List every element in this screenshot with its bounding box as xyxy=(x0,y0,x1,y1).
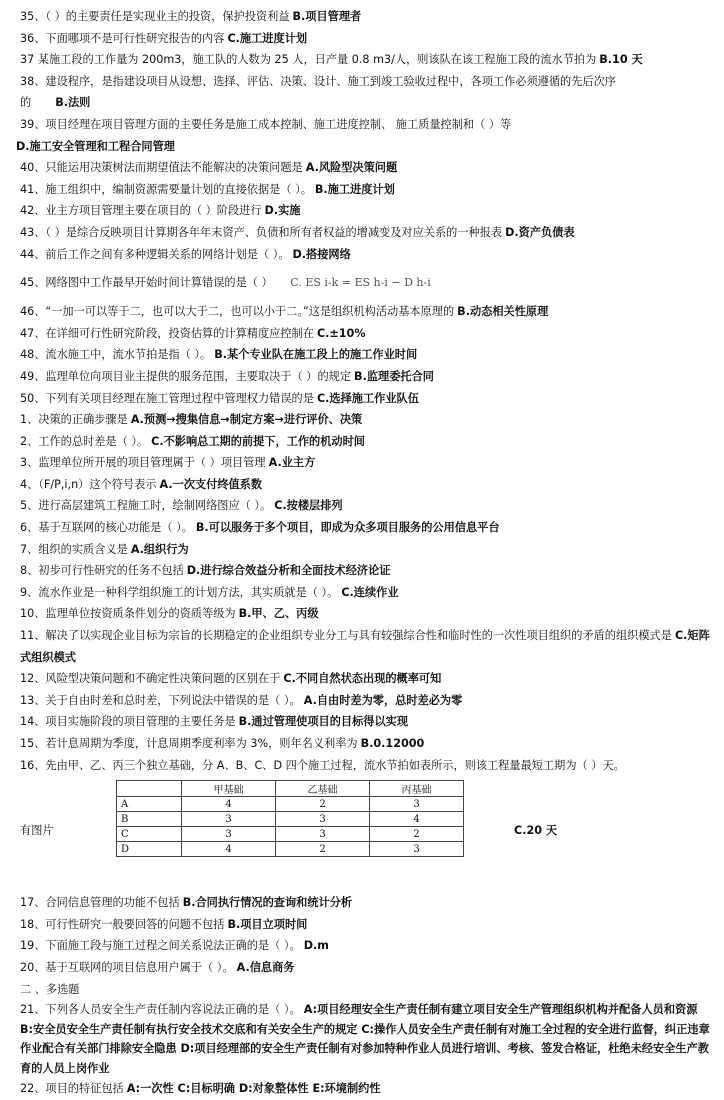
answer-text: C.施工进度计划 xyxy=(227,31,308,45)
table-cell: 4 xyxy=(182,842,276,857)
table-cell: 2 xyxy=(370,827,464,842)
question-line xyxy=(20,409,710,431)
question-text: 39、项目经理在项目管理方面的主要任务是施工成本控制、施工进度控制、 施工质量控制和（ ）等 xyxy=(20,117,512,131)
question-line xyxy=(20,323,710,345)
answer-text: D.搭接网络 xyxy=(292,247,351,261)
question-text: 1、决策的正确步骤是 xyxy=(20,413,128,427)
table-cell: 4 xyxy=(182,797,276,812)
answer-text: B.可以服务于多个项目，即成为众多项目服务的公用信息平台 xyxy=(195,521,500,535)
question-text: 2、工作的总时差是（ ）。 xyxy=(20,434,149,448)
answer-text: A:一次性 C:目标明确 D:对象整体性 E:环境制约性 xyxy=(126,1082,381,1096)
question-line xyxy=(20,6,710,28)
question-text: 20、基于互联网的项目信息用户属于（ ）。 xyxy=(20,960,234,974)
answer-text: A.组织行为 xyxy=(130,542,189,556)
question-line xyxy=(20,28,710,50)
question-16-table-block xyxy=(20,776,710,892)
question-text: 47、在详细可行性研究阶段，投资估算的计算精度应控制在 xyxy=(20,326,314,340)
answer-text: D.进行综合效益分析和全面技术经济论证 xyxy=(186,564,391,578)
question-text: 12、风险型决策问题和不确定性决策问题的区别在于 xyxy=(20,672,281,686)
table-cell: 3 xyxy=(276,827,370,842)
question-text: 45、网络图中工作最早开始时间计算错误的是（ ） xyxy=(20,276,273,290)
table-cell: 2 xyxy=(276,797,370,812)
answer-text: B.甲、乙、丙级 xyxy=(238,607,319,621)
question-line xyxy=(20,560,710,582)
question-line xyxy=(20,388,710,410)
answer-text: A.预测→搜集信息→制定方案→进行评价、决策 xyxy=(130,413,363,427)
table-header-cell: 丙基础 xyxy=(370,781,464,797)
answer-text: C.矩阵式组织模式 xyxy=(20,629,710,664)
table-row xyxy=(117,797,464,812)
answer-text: A.自由时差为零，总时差必为零 xyxy=(303,693,463,707)
question-text: 18、可行性研究一般要回答的问题不包括 xyxy=(20,917,225,931)
question-text: 35、（ ）的主要责任是实现业主的投资，保护投资利益 xyxy=(20,10,290,23)
formula-image-text: C. ES i-k = ES h-i − D h-i xyxy=(290,276,431,290)
question-line xyxy=(20,200,710,222)
question-text: 9、流水作业是一种科学组织施工的计划方法，其实质就是（ ）。 xyxy=(20,585,339,599)
table-cell: 4 xyxy=(370,812,464,827)
question-text: 21、下列各人员安全生产责任制内容说法正确的是（ ）。 xyxy=(20,1003,301,1017)
table-row xyxy=(117,827,464,842)
question-line xyxy=(20,755,710,777)
question-text: 42、业主方项目管理主要在项目的（ ）阶段进行 xyxy=(20,204,262,218)
question-text: 10、监理单位按资质条件划分的资质等级为 xyxy=(20,607,236,621)
question-text: 6、基于互联网的核心功能是（ ）。 xyxy=(20,521,193,535)
question-text: 15、若计息周期为季度，计息周期季度利率为 3%，则年名义利率为 xyxy=(20,737,358,750)
table-cell: 3 xyxy=(370,842,464,857)
answer-text: D.资产负债表 xyxy=(505,225,575,239)
table-cell: 3 xyxy=(370,797,464,812)
question-group-d xyxy=(20,668,710,776)
question-39-line2 xyxy=(16,136,710,158)
question-text: 40、只能运用决策树法而期望值法不能解决的决策问题是 xyxy=(20,161,303,175)
question-text: 37 某施工段的工作量为 200m3，施工队的人数为 25 人，日产量 0.8 m3/人，则该队在该工程施工段的流水节拍为 xyxy=(20,53,597,67)
table-header-cell: 甲基础 xyxy=(182,781,276,797)
question-line xyxy=(20,431,710,453)
question-line xyxy=(20,366,710,388)
question-line xyxy=(20,179,710,201)
question-text: 41、施工组织中，编制资源需要量计划的直接依据是（ ）。 xyxy=(20,182,312,196)
question-38-line1 xyxy=(20,71,710,93)
answer-text: B.项目管理者 xyxy=(292,10,362,23)
question-line xyxy=(20,539,710,561)
question-group-b xyxy=(20,157,710,265)
flow-beat-table xyxy=(116,780,464,857)
question-line xyxy=(20,668,710,690)
answer-text: A.一次支付终值系数 xyxy=(159,477,263,491)
table-row xyxy=(117,842,464,857)
question-text: 二 、多选题 xyxy=(20,982,80,996)
table-cell: B xyxy=(117,812,182,827)
answer-text: C.不同自然状态出现的概率可知 xyxy=(283,672,442,686)
question-line xyxy=(20,222,710,244)
question-21 xyxy=(20,1000,710,1078)
question-text: 14、项目实施阶段的项目管理的主要任务是 xyxy=(20,715,236,729)
question-39-line1 xyxy=(20,114,710,136)
table-row xyxy=(117,812,464,827)
answer-text: B.法则 xyxy=(55,96,91,110)
answer-text: A:项目经理安全生产责任制有建立项目安全生产管理组织机构并配备人员和资源 B:安全员安全生产责任制有执行安全技术交底和有关安全生产的规定 C:操作人员安全生产责任制有对施工全过程的安全进行监督，纠正违章作业配合有关部门排除安全隐患 D:项目经理部的安全生产责任制有对参加特种作业人员进行培训、考核、签发合格证，杜绝未经安全生产教育的人员上岗作业 xyxy=(20,1003,710,1075)
table-header-row xyxy=(117,781,464,797)
question-22 xyxy=(20,1078,710,1100)
question-line xyxy=(20,301,710,323)
question-line xyxy=(20,474,710,496)
answer-text: C.按楼层排列 xyxy=(274,499,343,513)
answer-text: C.20 天 xyxy=(514,824,558,838)
image-placeholder-label: 有图片 xyxy=(20,824,54,838)
question-text: 48、流水施工中，流水节拍是指（ ）。 xyxy=(20,348,212,362)
answer-text: B.某个专业队在施工段上的施工作业时间 xyxy=(214,348,418,362)
question-38-line2 xyxy=(20,92,710,114)
question-text: 5、进行高层建筑工程施工时，绘制网络图应（ ）。 xyxy=(20,499,272,513)
table-cell: 3 xyxy=(276,812,370,827)
question-line xyxy=(20,517,710,539)
table-header-cell: 乙基础 xyxy=(276,781,370,797)
table-header-cell xyxy=(117,781,182,797)
question-line xyxy=(20,892,710,914)
question-text: 44、前后工作之间有多种逻辑关系的网络计划是（ ）。 xyxy=(20,247,290,261)
question-group-e xyxy=(20,892,710,1000)
table-cell: 3 xyxy=(182,827,276,842)
table-cell: 2 xyxy=(276,842,370,857)
question-line xyxy=(20,582,710,604)
question-text: 38、建设程序，是指建设项目从设想、选择、评估、决策、设计、施工到竣工验收过程中，各项工作必须遵循的先后次序 xyxy=(20,74,616,88)
answer-text: C.±10% xyxy=(316,326,366,340)
question-line xyxy=(20,733,710,755)
answer-text: B.施工进度计划 xyxy=(314,182,395,196)
answer-text: B.合同执行情况的查询和统计分析 xyxy=(182,896,353,910)
answer-text: C.连续作业 xyxy=(341,585,399,599)
answer-text: A.风险型决策问题 xyxy=(305,161,398,175)
question-text: 3、监理单位所开展的项目管理属于（ ）项目管理 xyxy=(20,456,266,470)
question-line xyxy=(20,344,710,366)
question-text: 50、下列有关项目经理在施工管理过程中管理权力错误的是 xyxy=(20,391,314,405)
question-line xyxy=(20,495,710,517)
table-cell: C xyxy=(117,827,182,842)
question-line xyxy=(20,914,710,936)
answer-text: C.不影响总工期的前提下，工作的机动时间 xyxy=(151,434,365,448)
table-cell: A xyxy=(117,797,182,812)
table-body xyxy=(117,797,464,857)
question-text: 19、下面施工段与施工过程之间关系说法正确的是（ ）。 xyxy=(20,939,301,953)
question-line xyxy=(20,49,710,71)
table-cell: 3 xyxy=(182,812,276,827)
question-text: 11、解决了以实现企业目标为宗旨的长期稳定的企业组织专业分工与具有较强综合性和临时性的一次性项目组织的矛盾的组织模式是 xyxy=(20,629,672,643)
answer-text: B.通过管理使项目的目标得以实现 xyxy=(238,715,409,729)
answer-text: B.10 天 xyxy=(599,53,643,67)
answer-text: A.业主方 xyxy=(268,456,316,470)
answer-text: B.动态相关性原理 xyxy=(457,305,549,319)
question-45 xyxy=(20,265,710,301)
question-text: 7、组织的实质含义是 xyxy=(20,542,128,556)
question-line xyxy=(20,157,710,179)
question-text: 17、合同信息管理的功能不包括 xyxy=(20,896,180,910)
question-11 xyxy=(20,625,710,668)
answer-text: C.选择施工作业队伍 xyxy=(316,391,419,405)
question-text: 43、（ ）是综合反映项目计算期各年年末资产、负债和所有者权益的增减变及对应关系的一种报表 xyxy=(20,225,503,239)
question-text: 8、初步可行性研究的任务不包括 xyxy=(20,564,184,578)
answer-text: B.项目立项时间 xyxy=(227,917,308,931)
question-group-a xyxy=(20,6,710,71)
table-cell: D xyxy=(117,842,182,857)
question-text: 46、“一加一可以等于二，也可以大于二，也可以小于二。”这是组织机构活动基本原理的 xyxy=(20,305,455,319)
question-line xyxy=(20,452,710,474)
answer-text: B.0.12000 xyxy=(360,737,425,750)
answer-text: B.监理委托合同 xyxy=(354,369,434,383)
document-page xyxy=(16,6,710,1100)
question-line xyxy=(20,979,710,1001)
question-group-c xyxy=(20,301,710,625)
question-text: 13、关于自由时差和总时差，下列说法中错误的是（ ）。 xyxy=(20,693,301,707)
question-text: 36、下面哪项不是可行性研究报告的内容 xyxy=(20,31,225,45)
question-line xyxy=(20,935,710,957)
answer-text: D.施工安全管理和工程合同管理 xyxy=(16,139,175,153)
answer-text: D.实施 xyxy=(264,204,301,218)
answer-text: D.m xyxy=(303,939,329,953)
answer-text: A.信息商务 xyxy=(236,960,295,974)
question-text: 16、先由甲、乙、丙三个独立基础，分 A、B、C、D 四个施工过程，流水节拍如表所示，则该工程量最短工期为（ ）天。 xyxy=(20,758,625,772)
question-line xyxy=(20,603,710,625)
question-text: 22、项目的特征包括 xyxy=(20,1082,124,1096)
question-text: 的 xyxy=(20,96,32,110)
question-line xyxy=(20,244,710,266)
question-line xyxy=(20,690,710,712)
question-line xyxy=(20,711,710,733)
question-line xyxy=(20,957,710,979)
question-text: 49、监理单位向项目业主提供的服务范围，主要取决于（ ）的规定 xyxy=(20,369,352,383)
question-text: 4、（F/P,i,n）这个符号表示 xyxy=(20,477,157,491)
